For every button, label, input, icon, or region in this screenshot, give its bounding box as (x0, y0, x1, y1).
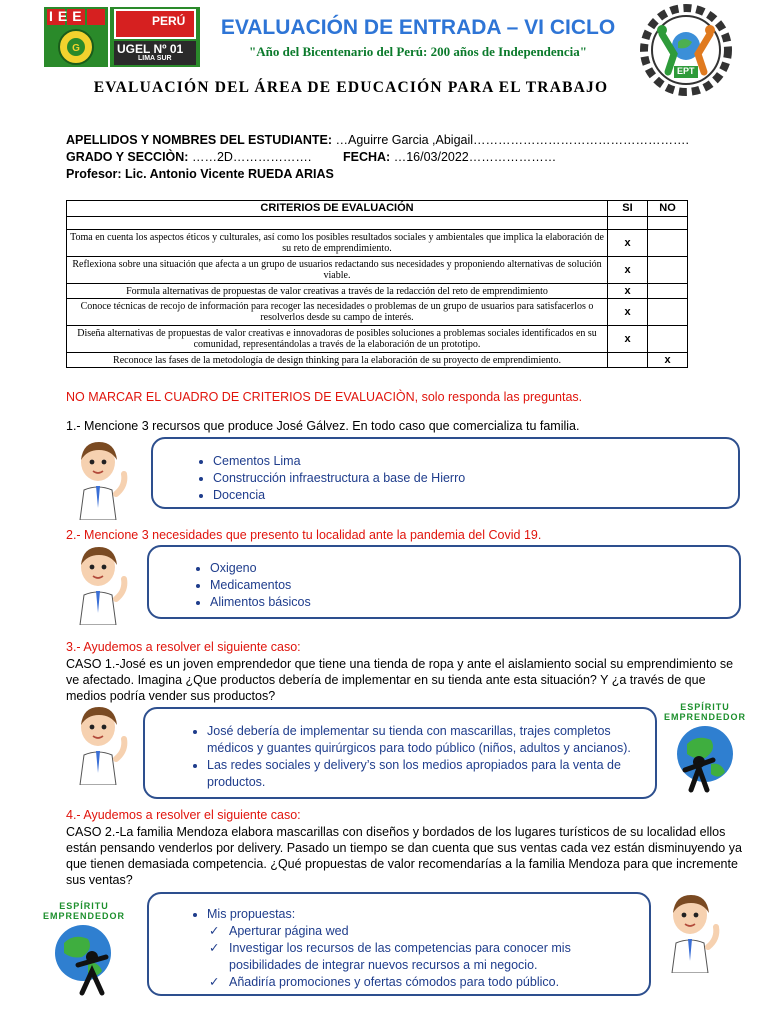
table-row (67, 284, 688, 299)
student-avatar (68, 440, 132, 525)
student-avatar (68, 545, 132, 630)
mark-si (608, 353, 648, 368)
page-subtitle: "Año del Bicentenario del Perú: 200 años de Independencia" (249, 44, 587, 59)
date-label: FECHA: (343, 150, 391, 164)
ept-logo-text: EPT (677, 66, 695, 76)
student-name-value: …Aguirre Garcia ,Abigail……………………………………………. (332, 133, 690, 147)
ugel-text: UGEL Nº 01 (117, 42, 184, 56)
mark-no: x (648, 353, 688, 368)
mark-no (648, 230, 688, 257)
student-avatar (660, 893, 724, 978)
area-title: EVALUACIÓN DEL ÁREA DE EDUCACIÓN PARA EL TRABAJO (93, 79, 609, 96)
svg-text:G: G (72, 43, 80, 54)
table-row (67, 230, 688, 257)
list-item (209, 974, 639, 991)
student-name-label: APELLIDOS Y NOMBRES DEL ESTUDIANTE: (66, 133, 333, 147)
mark-si: x (608, 326, 648, 353)
ugel-logo (110, 7, 200, 67)
teacher-line: Profesor: Lic. Antonio Vicente RUEDA ARIAS (66, 167, 334, 181)
grade-value: ……2D………………. (188, 150, 312, 164)
mark-si: x (608, 284, 648, 299)
question-2: 2.- Mencione 3 necesidades que presento tu localidad ante la pandemia del Covid 19. (66, 528, 542, 542)
proposal-text: Investigar los recursos de las competencias para conocer mis posibilidades de integrar nuevos recursos a mi negocio. (229, 941, 571, 972)
answer-box-4 (147, 892, 651, 996)
page-title: EVALUACIÓN DE ENTRADA – VI CICLO (220, 16, 616, 39)
espiritu-emprendedor-logo (28, 895, 138, 1000)
list-item: • Docencia (213, 487, 738, 504)
criteria-header-row (67, 201, 688, 217)
ept-logo (640, 4, 732, 96)
list-item (209, 940, 639, 974)
case-2-text: CASO 2.-La familia Mendoza elabora mascarillas con diseños y bordados de los lugares turísticos de su localidad ellos están pensando venderlos por delivery. Pasado un tiempo se dan cuenta que sus ventas cada vez están disminuyendo ya que tienen demasiada competencia. ¿Qué propuestas de valor recomendarías a la familia Mendoza para que incremente sus ventas? (66, 825, 742, 887)
criteria-table (66, 200, 688, 368)
list-item: • José debería de implementar su tienda con mascarillas, trajes completos médicos y guantes quirúrgicos para todo público (niños, adultos y ancianos). (207, 723, 645, 757)
grade-label: GRADO Y SECCIÒN: (66, 150, 189, 164)
col-si: SI (608, 201, 648, 217)
iee-logo-text: IEE (49, 8, 87, 24)
ugel-sub-text: LIMA SUR (138, 55, 172, 62)
list-item (209, 923, 639, 940)
proposal-text: Aperturar página wed (229, 924, 349, 938)
table-row (67, 257, 688, 284)
mark-si: x (608, 230, 648, 257)
student-avatar (68, 705, 132, 790)
criteria-text: Conoce técnicas de recojo de información para recoger las necesidades o problemas de un grupo de usuarios para satisfacerlos o resolverlos desde su campo de interés. (67, 299, 608, 326)
question-3: 3.- Ayudemos a resolver el siguiente caso: (66, 640, 301, 654)
mark-si: x (608, 257, 648, 284)
mark-no (648, 299, 688, 326)
mark-no (648, 257, 688, 284)
table-row (67, 353, 688, 368)
list-item: • Alimentos básicos (210, 594, 739, 611)
criteria-text: Toma en cuenta los aspectos éticos y culturales, así como los posibles resultados sociales y ambientales que implica la elaboración de su reto de emprendimiento. (67, 230, 608, 257)
question-1: 1.- Mencione 3 recursos que produce José Gálvez. En todo caso que comercializa tu familia. (66, 419, 580, 433)
espiritu-logo-text: ESPÍRITU EMPRENDEDOR (42, 901, 125, 921)
criteria-header: CRITERIOS DE EVALUACIÓN (67, 201, 608, 217)
criteria-empty-row (67, 217, 688, 230)
criteria-text: Reconoce las fases de la metodología de design thinking para la elaboración de su proyecto de emprendimiento. (67, 353, 608, 368)
criteria-text: Diseña alternativas de propuestas de valor creativas e innovadoras de posibles soluciones a problemas sociales identificados en su comunidad, representándolas a través de la elaboración de un prototipo. (67, 326, 608, 353)
student-name-line (66, 133, 689, 147)
answer-box-3 (143, 707, 657, 799)
mark-no (648, 284, 688, 299)
criteria-text: Reflexiona sobre una situación que afecta a un grupo de usuarios redactando sus necesidades y proponiendo alternativas de solución viable. (67, 257, 608, 284)
warning-text: NO MARCAR EL CUADRO DE CRITERIOS DE EVALUACIÒN, solo responda las preguntas. (66, 390, 583, 404)
check-icon: ✓ (209, 924, 220, 938)
case-1-text: CASO 1.-José es un joven emprendedor que tiene una tienda de ropa y ante el aislamiento social su emprendimiento se ve afectado. Imagina ¿Que productos debería de implementar en su tienda ante esta situación? Y ¿a través de que medios podría vender sus productos? (66, 657, 734, 703)
list-item: • Oxigeno (210, 560, 739, 577)
list-item: • Cementos Lima (213, 453, 738, 470)
answer-box-2 (147, 545, 741, 619)
proposal-text: Añadiría promociones y ofertas cómodos para todo público. (229, 975, 560, 989)
list-item: • Las redes sociales y delivery’s son los medios apropiados para la venta de productos. (207, 757, 645, 791)
list-item: • Mis propuestas: (207, 906, 639, 923)
mark-si: x (608, 299, 648, 326)
answer-box-1 (151, 437, 740, 509)
list-item: • Medicamentos (210, 577, 739, 594)
iee-logo (44, 7, 108, 67)
mark-no (648, 326, 688, 353)
list-item: • Construcción infraestructura a base de Hierro (213, 470, 738, 487)
date-line (343, 150, 556, 164)
grade-line (66, 150, 311, 164)
peru-text: PERÚ (152, 14, 186, 28)
table-row (67, 326, 688, 353)
espiritu-logo-text: ESPÍRITU EMPRENDEDOR (663, 702, 746, 722)
date-value: …16/03/2022………………… (390, 150, 557, 164)
col-no: NO (648, 201, 688, 217)
criteria-text: Formula alternativas de propuestas de valor creativas a través de la redacción del reto de emprendimiento (67, 284, 608, 299)
question-4: 4.- Ayudemos a resolver el siguiente caso: (66, 808, 301, 822)
espiritu-emprendedor-logo (655, 698, 755, 798)
check-icon: ✓ (209, 941, 220, 955)
table-row (67, 299, 688, 326)
check-icon: ✓ (209, 975, 220, 989)
